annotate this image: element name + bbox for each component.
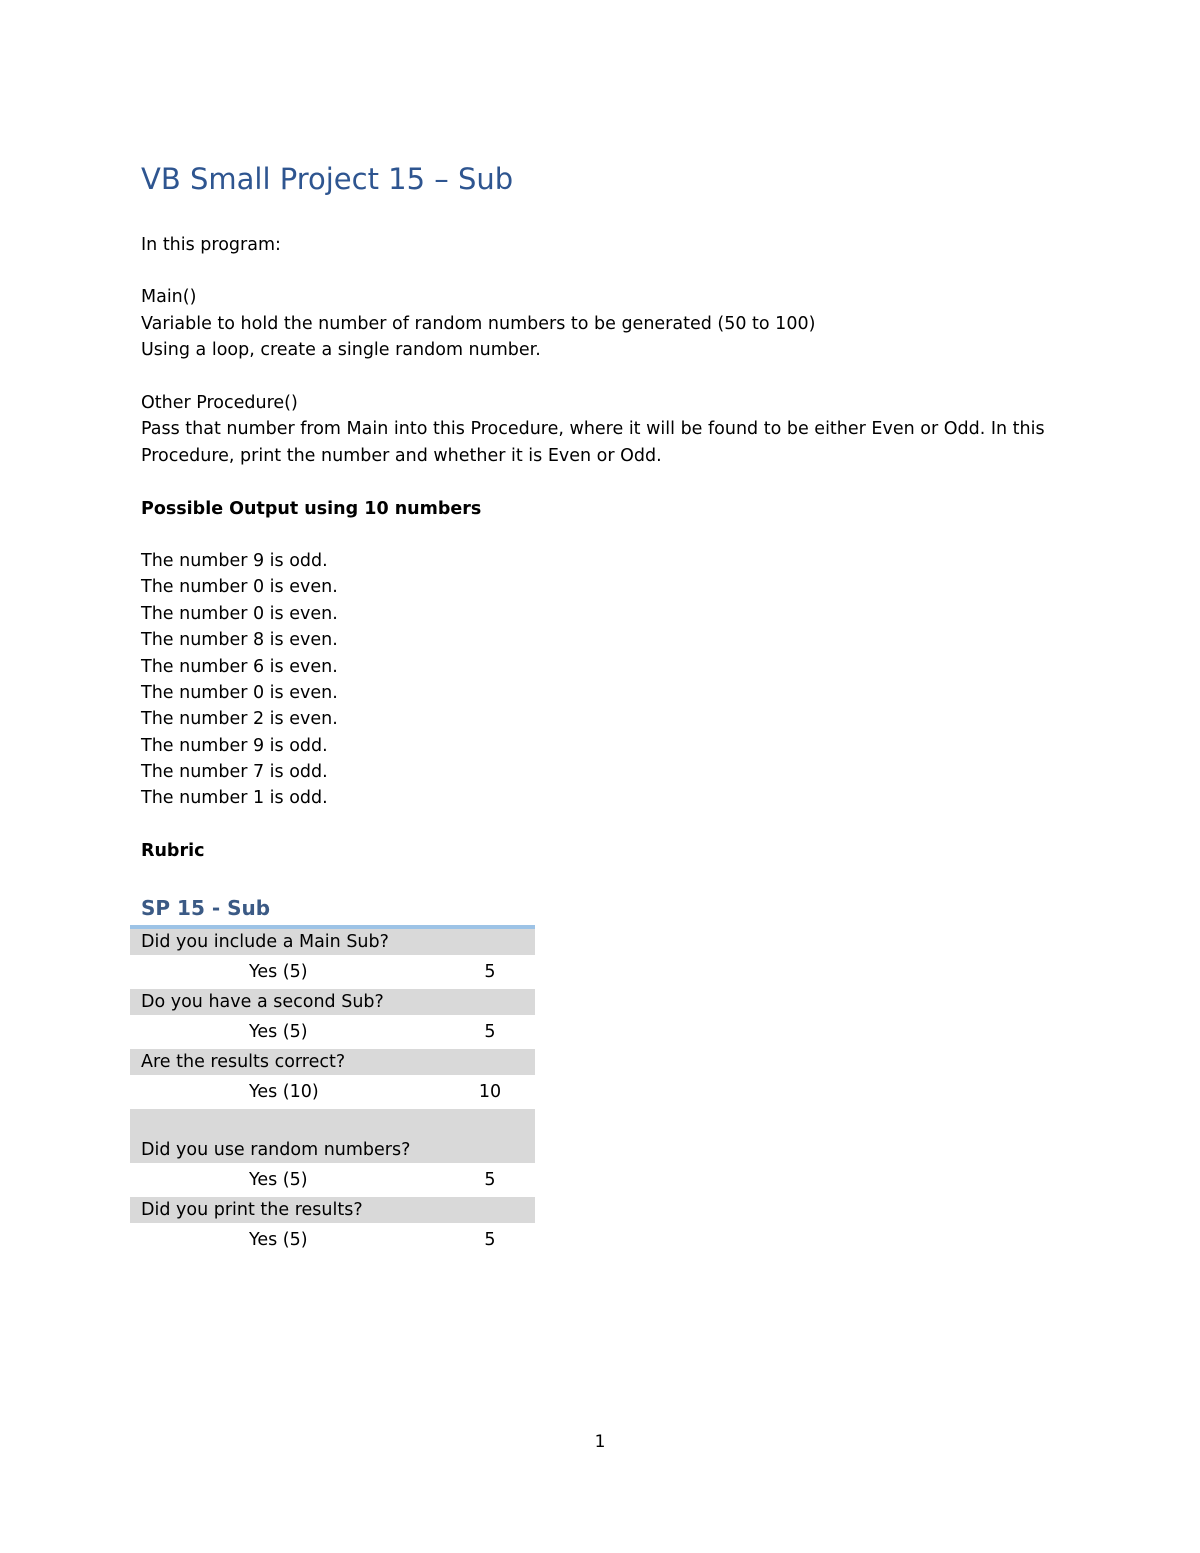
rubric-question: Are the results correct?: [130, 1049, 535, 1075]
page-number: 1: [594, 1432, 606, 1452]
output-line: The number 9 is odd.: [141, 736, 328, 756]
rubric-answer: Yes (10): [249, 1082, 319, 1102]
other-line-2: Procedure, print the number and whether it is Even or Odd.: [141, 446, 662, 466]
rubric-answer-row: [130, 959, 535, 985]
rubric-answer: Yes (5): [249, 1170, 308, 1190]
other-heading: Other Procedure(): [141, 393, 298, 413]
output-line: The number 0 is even.: [141, 577, 338, 597]
rubric-answer-row: [130, 1079, 535, 1105]
output-line: The number 8 is even.: [141, 630, 338, 650]
output-line: The number 9 is odd.: [141, 551, 328, 571]
rubric-table: [130, 925, 535, 1257]
output-line: The number 0 is even.: [141, 604, 338, 624]
rubric-question: Did you include a Main Sub?: [130, 929, 535, 955]
rubric-answer-row: [130, 1019, 535, 1045]
rubric-points: 5: [484, 962, 496, 982]
output-heading: Possible Output using 10 numbers: [141, 499, 482, 519]
rubric-points: 5: [484, 1170, 496, 1190]
rubric-answer: Yes (5): [249, 962, 308, 982]
main-heading: Main(): [141, 287, 197, 307]
rubric-answer-row: [130, 1167, 535, 1193]
rubric-answer-row: [130, 1227, 535, 1253]
output-line: The number 1 is odd.: [141, 788, 328, 808]
output-line: The number 6 is even.: [141, 657, 338, 677]
rubric-title: SP 15 - Sub: [141, 896, 271, 920]
output-line: The number 7 is odd.: [141, 762, 328, 782]
rubric-answer: Yes (5): [249, 1022, 308, 1042]
rubric-heading: Rubric: [141, 841, 205, 861]
rubric-question-row: [130, 1109, 535, 1163]
rubric-answer: Yes (5): [249, 1230, 308, 1250]
rubric-question: Did you use random numbers?: [141, 1140, 411, 1160]
output-line: The number 0 is even.: [141, 683, 338, 703]
rubric-points: 5: [484, 1022, 496, 1042]
rubric-question: Do you have a second Sub?: [130, 989, 535, 1015]
output-line: The number 2 is even.: [141, 709, 338, 729]
rubric-question: Did you print the results?: [130, 1197, 535, 1223]
other-line-1: Pass that number from Main into this Procedure, where it will be found to be either Even or Odd. In this: [141, 419, 1045, 439]
main-line-2: Using a loop, create a single random number.: [141, 340, 541, 360]
intro-text: In this program:: [141, 235, 281, 255]
rubric-points: 5: [484, 1230, 496, 1250]
main-line-1: Variable to hold the number of random numbers to be generated (50 to 100): [141, 314, 816, 334]
document-title: VB Small Project 15 – Sub: [141, 162, 514, 196]
rubric-points: 10: [478, 1082, 502, 1102]
